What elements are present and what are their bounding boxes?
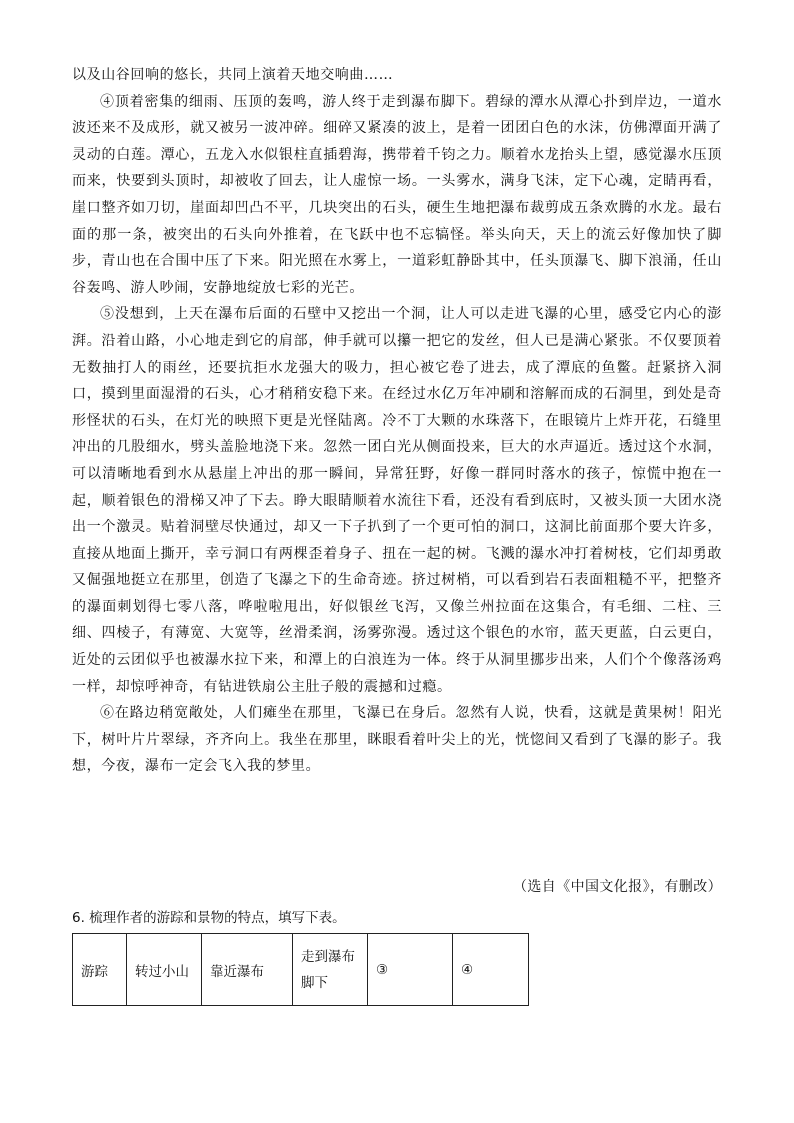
travel-route-table [72, 933, 529, 1006]
passage-paragraph-5: ⑤没想到，上天在瀑布后面的石壁中又挖出一个洞，让人可以走进飞瀑的心里，感受它内心的澎湃。沿着山路，小心地走到它的肩部，伸手就可以攥一把它的发丝，但人已是满心紧张。不仅要顶着无数抽打人的雨丝，还要抗拒水龙强大的吸力，担心被它卷了进去，成了潭底的鱼鳖。赶紧挤入洞口，摸到里面湿滑的石头，心才稍稍安稳下来。在经过水亿万年冲刷和溶解而成的石洞里，到处是奇形怪状的石头，在灯光的映照下更是光怪陆离。冷不丁大颗的水珠落下，在眼镜片上炸开花，石缝里冲出的几股细水，劈头盖脸地浇下来。忽然一团白光从侧面投来，巨大的水声逼近。透过这个水洞，可以清晰地看到水从悬崖上冲出的那一瞬间，异常狂野，好像一群同时落水的孩子，惊慌中抱在一起，顺着银色的滑梯又冲了下去。睁大眼睛顺着水流往下看，还没有看到底时，又被头顶一大团水浇出一个激灵。贴着洞壁尽快通过，却又一下子扒到了一个更可怕的洞口，这洞比前面那个要大许多，直接从地面上撕开，幸亏洞口有两棵歪着身子、扭在一起的树。飞溅的瀑水冲打着树枝，它们却勇敢又倔强地挺立在那里，创造了飞瀑之下的生命奇迹。挤过树梢，可以看到岩石表面粗糙不平，把整齐的瀑面刺划得七零八落，哗啦啦甩出，好似银丝飞泻，又像兰州拉面在这集合，有毛细、二柱、三细、四棱子，有薄宽、大宽等，丝滑柔润，汤雾弥漫。透过这个银色的水帘，蓝天更蓝，白云更白，近处的云团似乎也被瀑水拉下来，和潭上的白浪连为一体。终于从洞里挪步出来，人们个个像落汤鸡一样，却惊呼神奇，有钻进铁扇公主肚子般的震撼和过瘾。 [72, 306, 722, 695]
table-row [73, 934, 529, 1006]
table-header-cell: 游踪 [73, 934, 127, 1006]
passage-paragraph-6: ⑥在路边稍宽敞处，人们瘫坐在那里，飞瀑已在身后。忽然有人说，快看，这就是黄果树！阳光下，树叶片片翠绿，齐齐向上。我坐在那里，眯眼看着叶尖上的光，恍惚间又看到了飞瀑的影子。我想，今夜，瀑布一定会飞入我的梦里。 [72, 705, 722, 775]
passage-source: （选自《中国文化报》，有删改） [513, 879, 722, 895]
passage-paragraph-1: 以及山谷回响的悠长，共同上演着天地交响曲…… [72, 67, 394, 83]
answer-blank-3[interactable]: ③ [368, 934, 453, 1006]
passage-body [72, 62, 722, 780]
table-cell: 走到瀑布脚下 [293, 934, 368, 1006]
table-cell: 靠近瀑布 [202, 934, 293, 1006]
table-cell: 转过小山 [127, 934, 202, 1006]
passage-paragraph-4: ④顶着密集的细雨、压顶的轰鸣，游人终于走到瀑布脚下。碧绿的潭水从潭心扑到岸边，一道水波还来不及成形，就又被另一波冲碎。细碎又紧凑的波上，是着一团团白色的水沫，仿佛潭面开满了灵动的白莲。潭心，五龙入水似银柱直插碧海，携带着千钧之力。顺着水龙抬头上望，感觉瀑水压顶而来，快要到头顶时，却被收了回去，让人虚惊一场。一头雾水，满身飞沫，定下心魂，定睛再看，崖口整齐如刀切，崖面却凹凸不平，几块突出的石头，硬生生地把瀑布裁剪成五条欢腾的水龙。最右面的那一条，被突出的石头向外推着，在飞跃中也不忘犒怪。举头向天，天上的流云好像加快了脚步，青山也在合围中压了下来。阳光照在水雾上，一道彩虹静卧其中，任头顶瀑飞、脚下浪涌，任山谷轰鸣、游人吵闹，安静地绽放七彩的光芒。 [72, 93, 722, 296]
question-6-prompt: 6. 梳理作者的游踪和景物的特点，填写下表。 [72, 910, 346, 926]
answer-blank-4[interactable]: ④ [453, 934, 529, 1006]
